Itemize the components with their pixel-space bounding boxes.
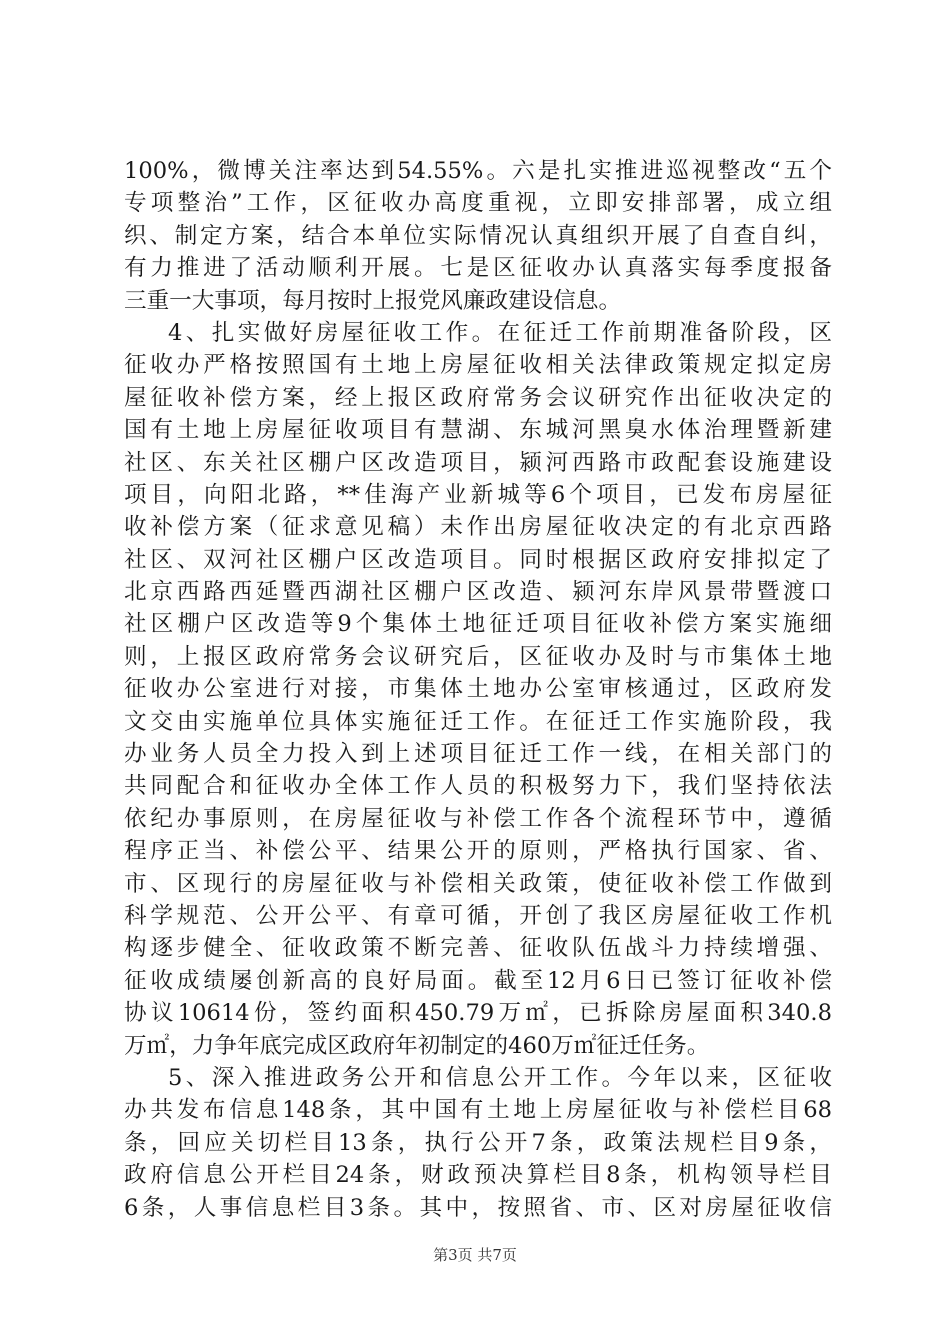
body-text	[124, 155, 832, 1224]
page-number: 第3页 共7页	[433, 1246, 517, 1264]
text-line: 征收办公室进行对接，市集体土地办公室审核通过，区政府发	[124, 676, 832, 703]
text-line: 三重一大事项，每月按时上报党风廉政建设信息。	[124, 287, 622, 314]
text-line: 构逐步健全、征收政策不断完善、征收队伍战斗力持续增强、	[124, 935, 832, 962]
text-line: 6条，人事信息栏目3条。其中，按照省、市、区对房屋征收信	[124, 1194, 832, 1221]
text-line: 100%，微博关注率达到54.55%。六是扎实推进巡视整改“五个	[124, 158, 832, 184]
text-line: 社区棚户区改造等9个集体土地征迁项目征收补偿方案实施细	[124, 611, 832, 638]
text-line: 共同配合和征收办全体工作人员的积极努力下，我们坚持依法	[124, 773, 832, 800]
text-line: 条，回应关切栏目13条，执行公开7条，政策法规栏目9条，	[124, 1129, 832, 1156]
page-footer	[0, 1244, 950, 1265]
text-line: 北京西路西延暨西湖社区棚户区改造、颍河东岸风景带暨渡口	[124, 579, 832, 606]
text-line: 织、制定方案，结合本单位实际情况认真组织开展了自查自纠，	[124, 222, 832, 249]
text-line: 文交由实施单位具体实施征迁工作。在征迁工作实施阶段，我	[124, 708, 832, 735]
text-line: 程序正当、补偿公平、结果公开的原则，严格执行国家、省、	[124, 838, 832, 865]
text-line: 社区、东关社区棚户区改造项目，颍河西路市政配套设施建设	[124, 449, 832, 476]
text-line: 屋征收补偿方案，经上报区政府常务会议研究作出征收决定的	[124, 384, 832, 411]
text-line: 办业务人员全力投入到上述项目征迁工作一线，在相关部门的	[124, 741, 832, 768]
text-line: 万㎡，力争年底完成区政府年初制定的460万㎡征迁任务。	[124, 1032, 710, 1059]
text-line: 项目，向阳北路，**佳海产业新城等6个项目，已发布房屋征	[124, 481, 832, 508]
text-line: 市、区现行的房屋征收与补偿相关政策，使征收补偿工作做到	[124, 870, 832, 897]
text-line: 收补偿方案（征求意见稿）未作出房屋征收决定的有北京西路	[124, 514, 832, 541]
text-line: 征收办严格按照国有土地上房屋征收相关法律政策规定拟定房	[124, 352, 832, 379]
text-line: 则，上报区政府常务会议研究后，区征收办及时与市集体土地	[124, 643, 832, 670]
text-line: 专项整治”工作，区征收办高度重视，立即安排部署，成立组	[124, 190, 832, 217]
text-line: 国有土地上房屋征收项目有慧湖、东城河黑臭水体治理暨新建	[124, 417, 832, 444]
text-line: 4、扎实做好房屋征收工作。在征迁工作前期准备阶段，区	[168, 319, 832, 346]
text-line: 依纪办事原则，在房屋征收与补偿工作各个流程环节中，遵循	[124, 805, 832, 832]
text-line: 政府信息公开栏目24条，财政预决算栏目8条，机构领导栏目	[124, 1162, 832, 1189]
text-line: 协议10614份，签约面积450.79万㎡，已拆除房屋面积340.8	[124, 1000, 832, 1027]
text-line: 科学规范、公开公平、有章可循，开创了我区房屋征收工作机	[124, 902, 832, 929]
text-line: 5、深入推进政务公开和信息公开工作。今年以来，区征收	[168, 1064, 832, 1091]
text-line: 办共发布信息148条，其中国有土地上房屋征收与补偿栏目68	[124, 1097, 832, 1124]
text-line: 征收成绩屡创新高的良好局面。截至12月6日已签订征收补偿	[124, 967, 832, 994]
text-line: 社区、双河社区棚户区改造项目。同时根据区政府安排拟定了	[124, 546, 832, 573]
text-line: 有力推进了活动顺利开展。七是区征收办认真落实每季度报备	[124, 255, 832, 282]
